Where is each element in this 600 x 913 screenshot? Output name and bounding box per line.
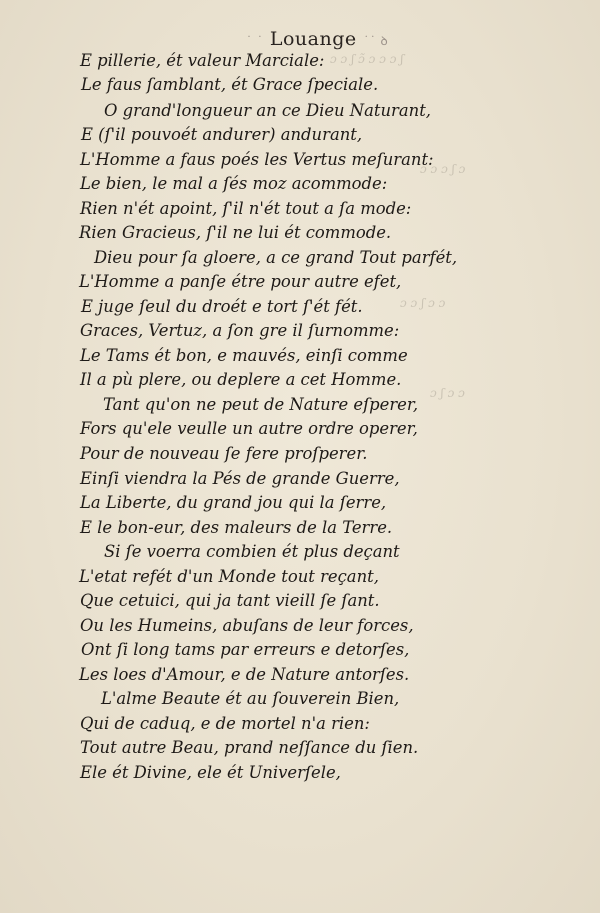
poem-line: O grand'longueur an ce Dieu Naturant, xyxy=(104,101,432,120)
poem-line: Graces, Vertuz, a ſon gre il ſurnomme: xyxy=(80,321,400,340)
poem-line: L'etat refét d'un Monde tout reçant, xyxy=(79,567,379,586)
poem-line: Pour de nouveau ſe fere proſperer. xyxy=(80,444,368,463)
poem-line: E (ſ'il pouvoét andurer) andurant, xyxy=(81,125,363,144)
poem-line: Rien Gracieus, ſ'il ne lui ét commode. xyxy=(79,223,392,242)
poem-line: Dieu pour ſa gloere, a ce grand Tout parfét, xyxy=(94,248,458,267)
poem-line: Le bien, le mal a ſés moz acommode: xyxy=(80,174,388,193)
poem-line: E le bon-eur, des maleurs de la Terre. xyxy=(80,518,393,537)
poem-line: Le Tams ét bon, e mauvés, einſi comme xyxy=(80,346,408,365)
poem-line: E juge ſeul du droét e tort ſ'ét fét. xyxy=(81,297,363,316)
poem-line: Il a pù plere, ou deplere a cet Homme. xyxy=(80,370,402,389)
header-ornament-right: ˙˙ ꝺ xyxy=(363,34,389,48)
poem-line: Qui de caduq, e de mortel n'a rien: xyxy=(80,714,370,733)
poem-line: Tant qu'on ne peut de Nature eſperer, xyxy=(103,395,419,414)
poem-line: Ou les Humeins, abuſans de leur forces, xyxy=(80,616,414,635)
poem-line: E pillerie, ét valeur Marciale: xyxy=(80,51,325,70)
poem-line: Einſi viendra la Pés de grande Guerre, xyxy=(80,469,400,488)
running-head-title: Louange xyxy=(269,28,357,50)
poem-line: La Liberte, du grand jou qui la ſerre, xyxy=(80,493,387,512)
poem-line: L'Homme a panſe étre pour autre efet, xyxy=(79,272,402,291)
poem-line: Rien n'ét apoint, ſ'il n'ét tout a ſa mode: xyxy=(80,199,412,218)
poem-line: Si ſe voerra combien ét plus deçant xyxy=(104,542,400,561)
poem-line: L'alme Beaute ét au ſouverein Bien, xyxy=(101,689,400,708)
header-ornament-left: ˙ ˙ xyxy=(246,34,264,48)
bleed-through-texture: ɔ ʃ ɔ ɔ xyxy=(430,386,465,400)
poem-line: Ele ét Divine, ele ét Univerſele, xyxy=(80,763,341,782)
poem-line: Tout autre Beau, prand neſſance du ſien. xyxy=(80,738,419,757)
poem-line: Ont ſi long tams par erreurs e detorſes, xyxy=(81,640,410,659)
poem-line: L'Homme a faus poés les Vertus meſurant: xyxy=(80,150,434,169)
poem-line: Le faus ſamblant, ét Grace ſpeciale. xyxy=(81,75,379,94)
poem-line: Que cetuici, qui ja tant vieill ſe ſant. xyxy=(80,591,380,610)
poem-line: Les loes d'Amour, e de Nature antorſes. xyxy=(79,665,410,684)
bleed-through-texture: ɔ ɔ ʃ ɔ ɔ xyxy=(400,296,446,310)
bleed-through-texture: ɔ ɔ ɔ ʃ ɔ xyxy=(420,162,466,176)
poem-line: Fors qu'ele veulle un autre ordre operer, xyxy=(80,419,418,438)
bleed-through-texture: ɔ ɔ ʃ ɔ̃ ɔ ɔ ɔ ʃ xyxy=(330,52,404,66)
running-head xyxy=(246,28,389,50)
